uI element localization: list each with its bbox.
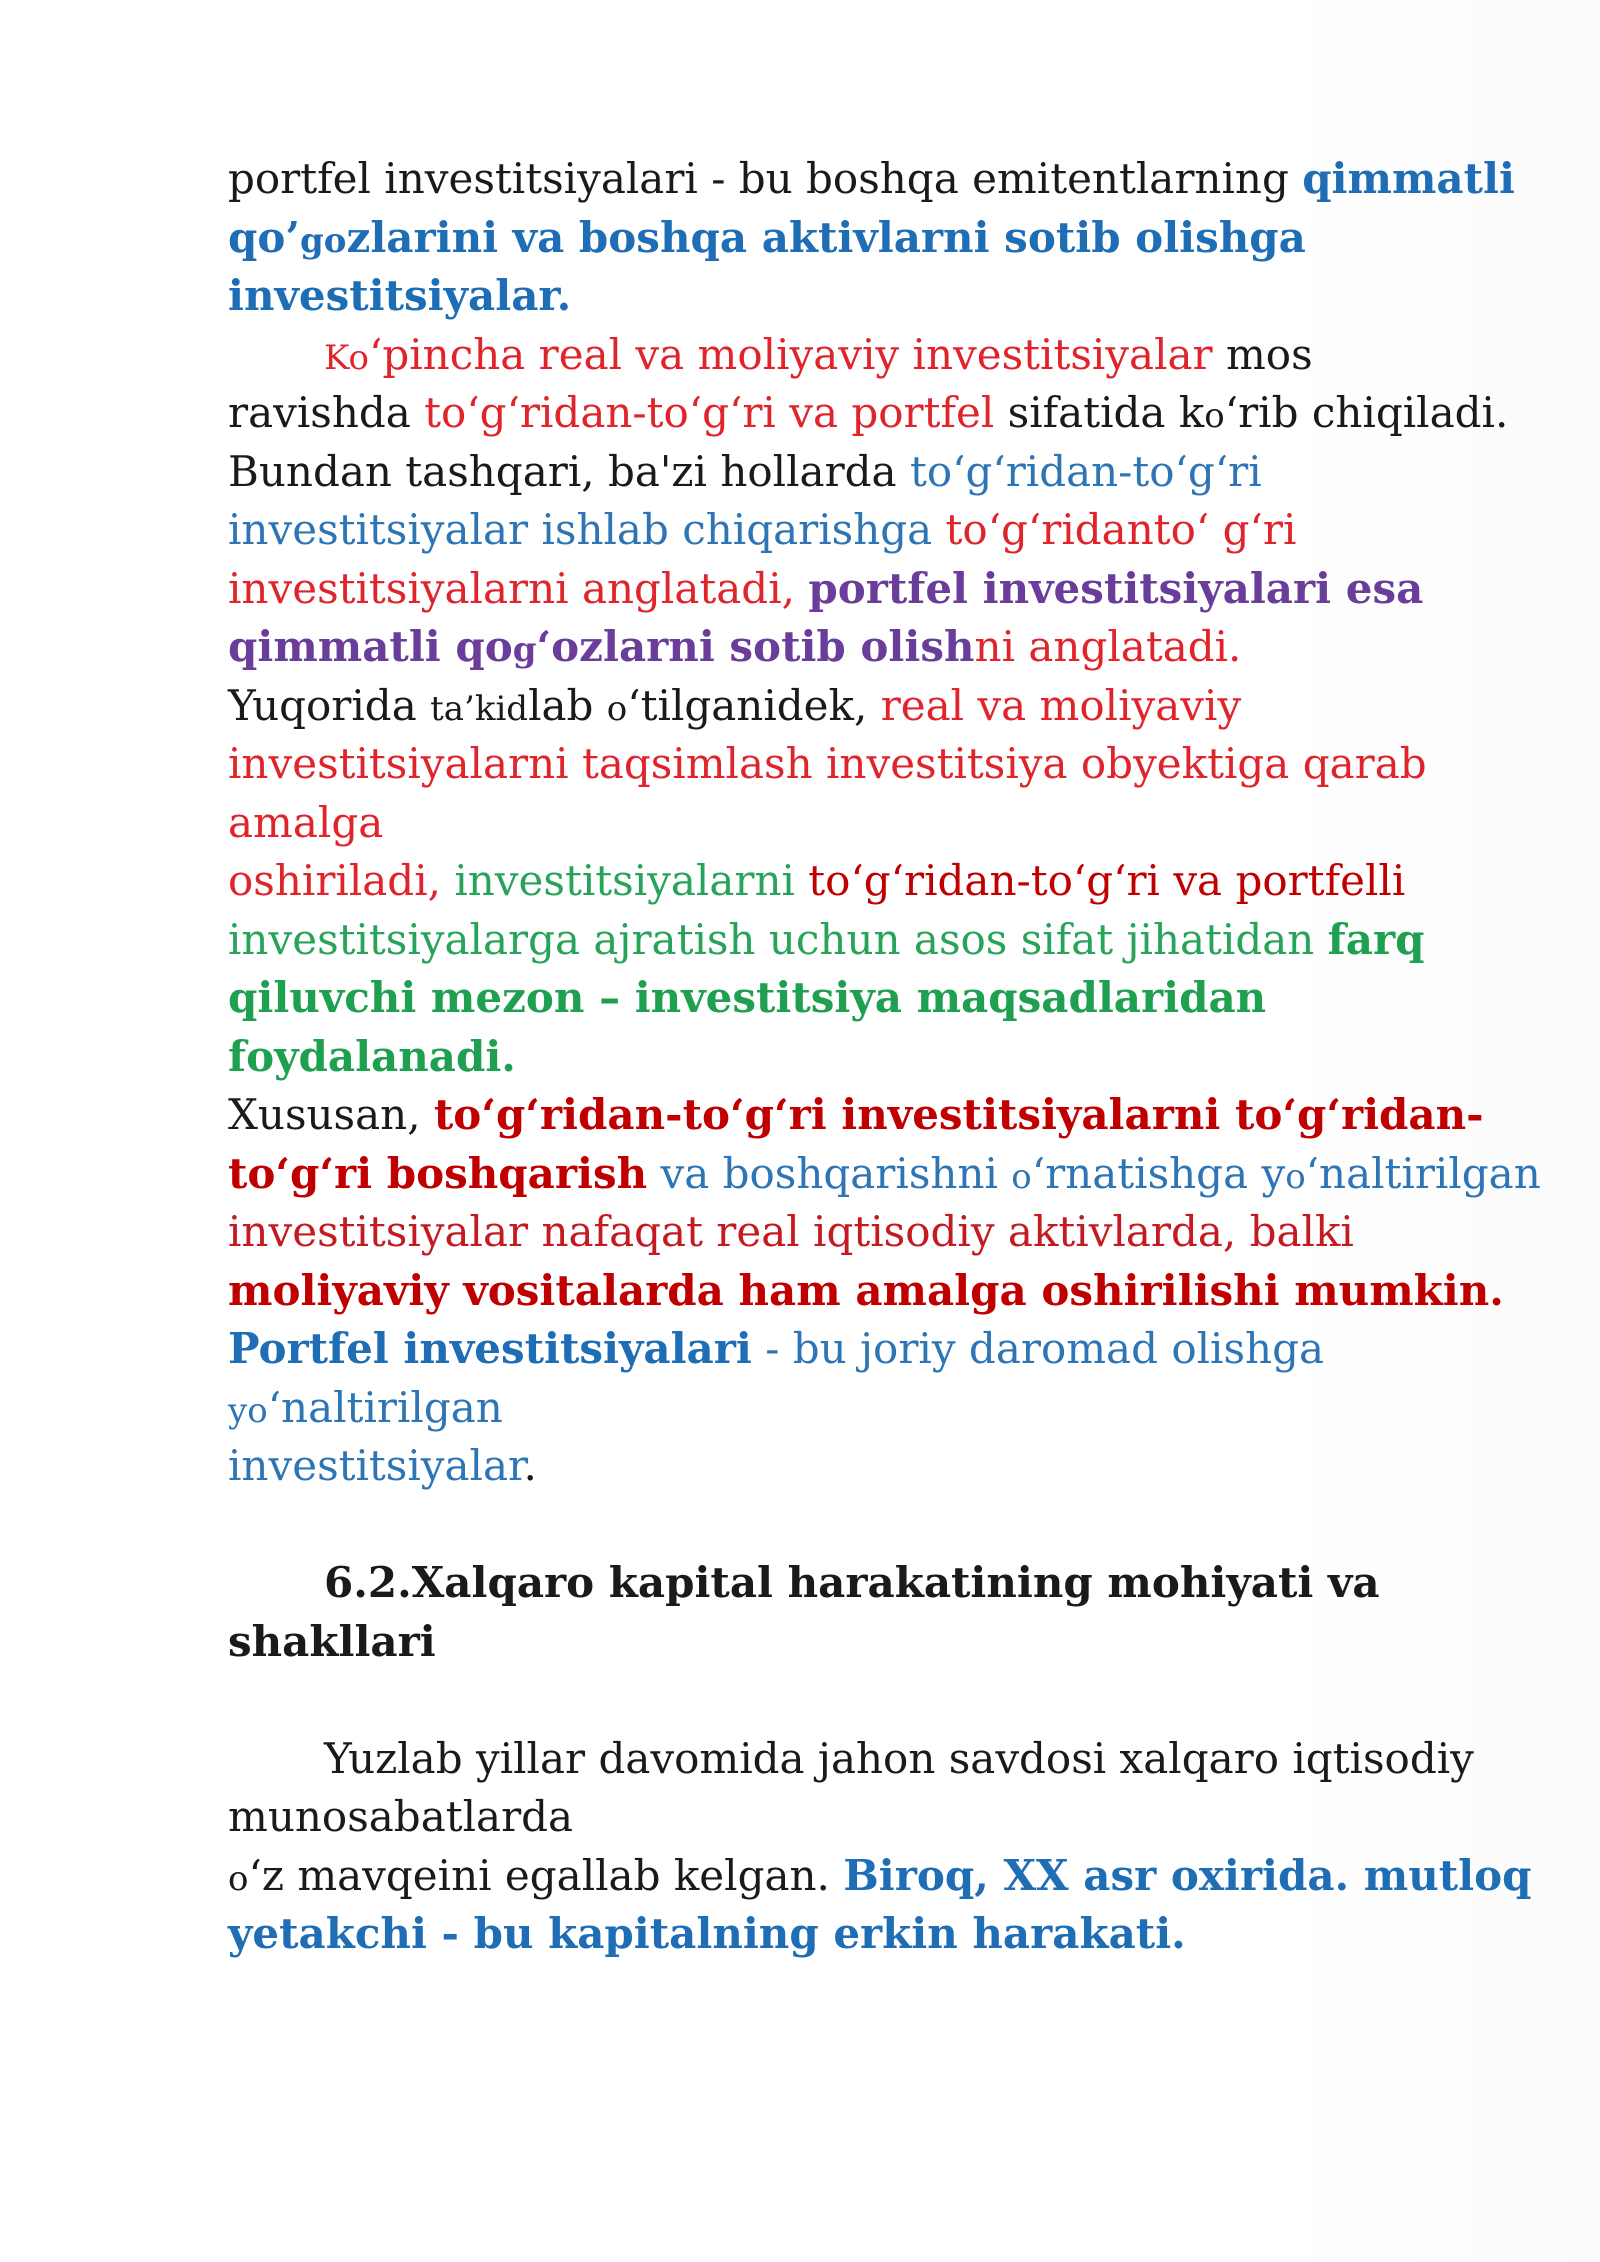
text-span: portfel investitsiyalari - bu boshqa emitentlarning [228,154,1303,203]
text-span: ‘z mavqeini egallab kelgan. [248,1850,844,1900]
text-span: o [1011,1156,1032,1197]
text-span: - bu joriy daromad olishga [751,1324,1325,1373]
text-span: Yuqorida [228,680,431,730]
text-line [228,443,1528,502]
text-span: oshiriladi, [228,856,455,905]
highlighted-text: portfel investitsiyalari esa [808,563,1424,613]
text-line [228,1730,1528,1789]
text-line [228,1437,1528,1496]
highlighted-text: yetakchi - bu kapitalning erkin harakati. [228,1909,1186,1958]
text-span: ‘tilganidek, [627,680,881,730]
text-line [228,618,1528,677]
text-span: sifatida k [994,388,1205,437]
section-heading-text: shakllari [228,1616,436,1666]
text-line [228,1262,1528,1321]
text-span: to‘g‘ridanto‘ g‘ri [945,505,1297,554]
text-span: ‘rib chiqiladi. [1224,388,1509,437]
highlighted-text: foydalanadi. [228,1031,516,1081]
section-heading-text: 6.2.Xalqaro kapital harakatining mohiyati va [324,1558,1380,1607]
text-span: to‘g‘ridan-to‘g‘ri va portfel [424,388,995,437]
text-line [228,1905,1528,1964]
text-line [228,1145,1541,1204]
text-line [228,209,1528,268]
highlighted-text: qo’ [228,212,301,262]
text-span: investitsiyalar ishlab chiqarishga [228,505,946,554]
text-span: real va moliyaviy [880,680,1242,730]
text-line [228,911,1528,970]
highlighted-text: go [300,220,347,261]
text-line [228,326,1528,385]
highlighted-text: moliyaviy vositalarda ham amalga oshirilishi mumkin. [228,1265,1504,1315]
text-span: investitsiyalarni [454,856,809,905]
text-span: Bundan tashqari, ba'zi hollarda [228,446,910,496]
text-span: o [1285,1156,1306,1197]
highlighted-text: qiluvchi mezon – investitsiya maqsadlaridan [228,973,1267,1022]
text-span: ‘pincha real va moliyaviy investitsiyalar [368,329,1213,379]
highlighted-text: to‘g‘ridan-to‘g‘ri investitsiyalarni to‘g‘ridan- [433,1090,1484,1139]
text-line [228,1028,1528,1087]
text-span: amalga [228,797,384,847]
text-line [228,1847,1532,1906]
text-span: investitsiyalarni taqsimlash investitsiya obyektiga qarab [228,739,1427,788]
highlighted-text: zlarini va boshqa aktivlarni sotib olishga [346,212,1306,262]
text-line [228,1203,1528,1262]
text-line [228,677,1528,736]
text-span: . [523,1441,537,1490]
text-span: o [1204,396,1225,436]
text-span: o [606,688,628,729]
text-line [228,267,1528,326]
text-span: investitsiyalar nafaqat real iqtisodiy aktivlarda, balki [228,1207,1354,1256]
text-line [228,969,1528,1028]
highlighted-text: Biroq, XX asr oxirida. mutloq [843,1850,1532,1900]
text-span: mos [1212,329,1313,379]
highlighted-text: Portfel investitsiyalari [228,1324,752,1373]
text-line [228,1320,1528,1379]
text-span: ravishda [228,388,425,437]
text-span: lab [528,680,607,730]
text-span: ni anglatadi. [974,622,1242,671]
blank-line [228,1671,1528,1730]
text-span: yo [228,1390,268,1431]
text-span: investitsiyalarga ajratish uchun asos sifat jihatidan [228,914,1328,964]
text-span: va boshqarishni [647,1148,1012,1198]
section-heading [228,1554,1528,1613]
text-line [228,852,1528,911]
text-span: ta’kid [430,688,529,729]
text-line [228,560,1528,619]
highlighted-text: investitsiyalar. [228,271,572,320]
text-span: investitsiyalarni anglatadi, [228,563,809,613]
text-span: Yuzlab yillar davomida jahon savdosi xalqaro iqtisodiy [324,1733,1474,1783]
highlighted-text: g [512,630,537,670]
text-line [228,794,1528,853]
text-span: ‘naltirilgan [1305,1148,1541,1198]
text-line [228,1379,1528,1438]
text-span: o [228,1858,249,1899]
text-line [228,1788,1528,1847]
text-span: Ko [324,337,369,378]
text-line [228,150,1528,209]
highlighted-text: farq [1327,914,1425,964]
text-span: to‘g‘ridan-to‘g‘ri [909,446,1262,496]
highlighted-text: to‘g‘ri boshqarish [228,1148,648,1198]
text-span: investitsiyalar [228,1441,524,1490]
text-span: ‘naltirilgan [267,1382,503,1432]
text-line [228,735,1528,794]
text-span: Xususan, [228,1090,434,1139]
text-line [228,1086,1528,1145]
text-line [228,501,1528,560]
text-span: to‘g‘ridan-to‘g‘ri va portfelli [808,856,1406,905]
highlighted-text: qimmatli [1302,154,1515,203]
highlighted-text: qimmatli qo [228,622,513,671]
text-line [228,384,1528,443]
text-span: munosabatlarda [228,1792,574,1841]
blank-line [228,1496,1528,1555]
text-span: ‘rnatishga y [1031,1148,1286,1198]
highlighted-text: ‘ozlarni sotib olish [536,622,975,671]
document-body [228,150,1541,1964]
section-heading [228,1613,1528,1672]
